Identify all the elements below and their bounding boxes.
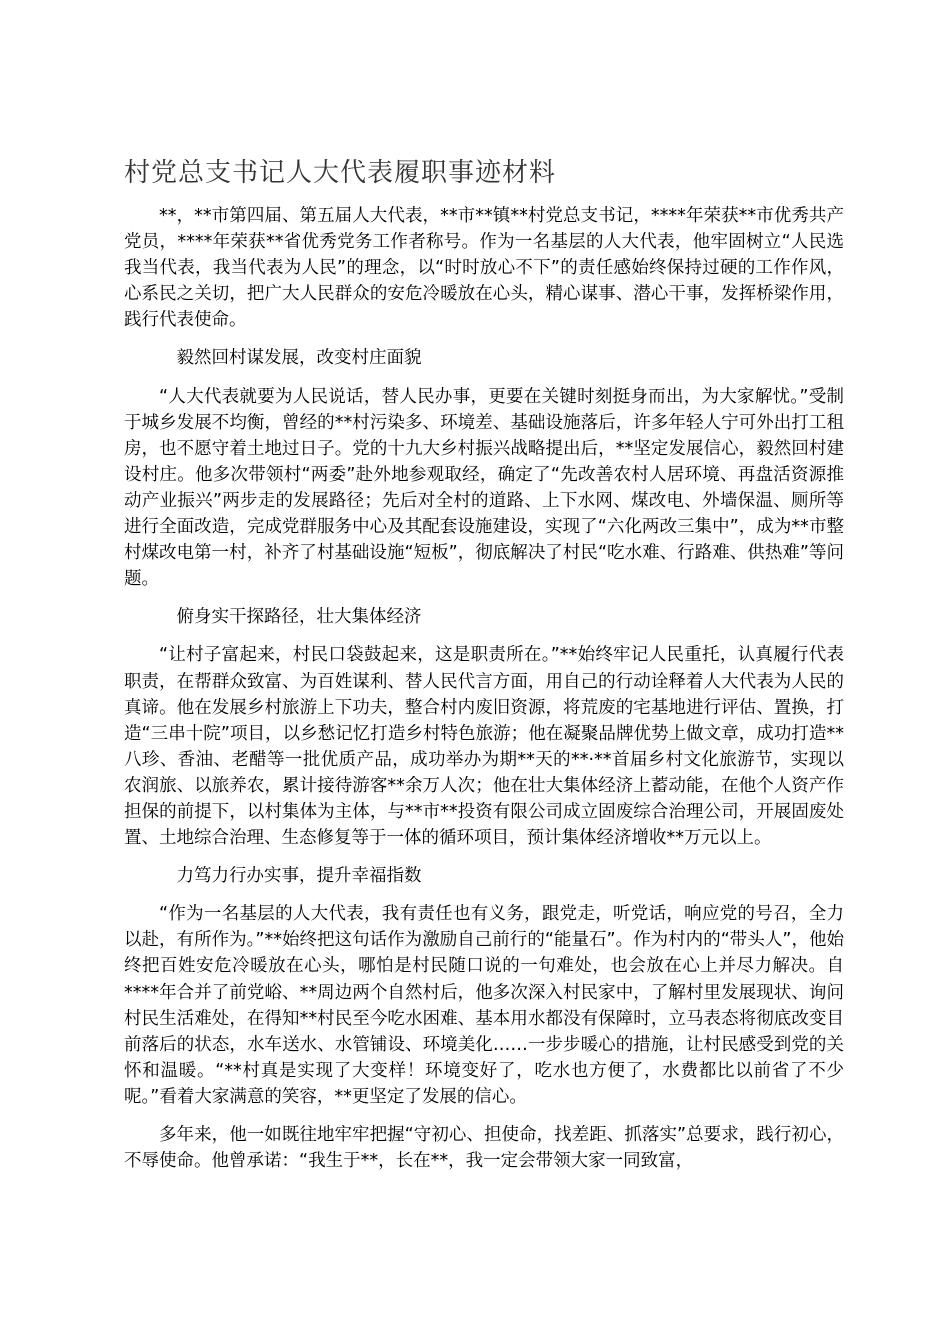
section-heading-1: 毅然回村谋发展，改变村庄面貌 — [176, 348, 422, 369]
section-1-paragraph: “人大代表就要为人民说话，替人民办事，更要在关键时刻挺身而出，为大家解忧。”受制于城乡发展不均衡，曾经的**村污染多、环境差、基础设施落后，许多年轻人宁可外出打工租房，也不愿守着土地过日子。党的十九大乡村振兴战略提出后，**坚定发展信心，毅然回村建设村庄。他多次带领村“两委”赴外地参观取经，确定了“先改善农村人居环境、再盘活资源推动产业振兴”两步走的发展路径；先后对全村的道路、上下水网、煤改电、外墙保温、厕所等进行全面改造，完成党群服务中心及其配套设施建设，实现了“六化两改三集中”，成为**市整村煤改电第一村，补齐了村基础设施“短板”，彻底解决了村民“吃水难、行路难、供热难”等问题。 — [124, 386, 844, 590]
document-body — [124, 203, 844, 1186]
section-heading-3: 力笃力行办实事，提升幸福指数 — [176, 866, 422, 887]
closing-paragraph: 多年来，他一如既往地牢牢把握“守初心、担使命，找差距、抓落实”总要求，践行初心，不辱使命。他曾承诺：“我生于**，长在**，我一定会带领大家一同致富， — [124, 1125, 844, 1172]
section-2-paragraph: “让村子富起来，村民口袋鼓起来，这是职责所在。”**始终牢记人民重托，认真履行代表职责，在帮群众致富、为百姓谋利、替人民代言方面，用自己的行动诠释着人大代表为人民的真谛。他在发展乡村旅游上下功夫，整合村内废旧资源，将荒废的宅基地进行评估、置换，打造“三串十院”项目，以乡愁记忆打造乡村特色旅游；他在凝聚品牌优势上做文章，成功打造**八珍、香油、老醋等一批优质产品，成功举办为期**天的**·**首届乡村文化旅游节，实现以农润旅、以旅养农，累计接待游客**余万人次；他在壮大集体经济上蓄动能，在他个人资产作担保的前提下，以村集体为主体，与**市**投资有限公司成立固废综合治理公司，开展固废处置、土地综合治理、生态修复等于一体的循环项目，预计集体经济增收**万元以上。 — [124, 645, 844, 849]
document-title: 村党总支书记人大代表履职事迹材料 — [124, 158, 557, 188]
section-heading-2: 俯身实干探路径，壮大集体经济 — [176, 607, 422, 628]
section-3-paragraph: “作为一名基层的人大代表，我有责任也有义务，跟党走，听党话，响应党的号召，全力以赴，有所作为。”**始终把这句话作为激励自己前行的“能量石”。作为村内的“带头人”，他始终把百姓安危冷暖放在心头，哪怕是村民随口说的一句难处，也会放在心上并尽力解决。自****年合并了前党峪、**周边两个自然村后，他多次深入村民家中，了解村里发展现状、询问村民生活难处，在得知**村民至今吃水困难、基本用水都没有保障时，立马表态将彻底改变目前落后的状态，水车送水、水管铺设、环境美化……一步步暖心的措施，让村民感受到党的关怀和温暖。“**村真是实现了大变样！环境变好了，吃水也方便了，水费都比以前省了不少呢。”看着大家满意的笑容，**更坚定了发展的信心。 — [124, 904, 844, 1107]
intro-paragraph: **，**市第四届、第五届人大代表，**市**镇**村党总支书记，****年荣获**市优秀共产党员，****年荣获**省优秀党务工作者称号。作为一名基层的人大代表，他牢固树立“人民选我当代表，我当代表为人民”的理念，以“时时放心不下”的责任感始终保持过硬的工作作风，心系民之关切，把广大人民群众的安危冷暖放在心头，精心谋事、潜心干事，发挥桥梁作用，践行代表使命。 — [124, 206, 844, 331]
